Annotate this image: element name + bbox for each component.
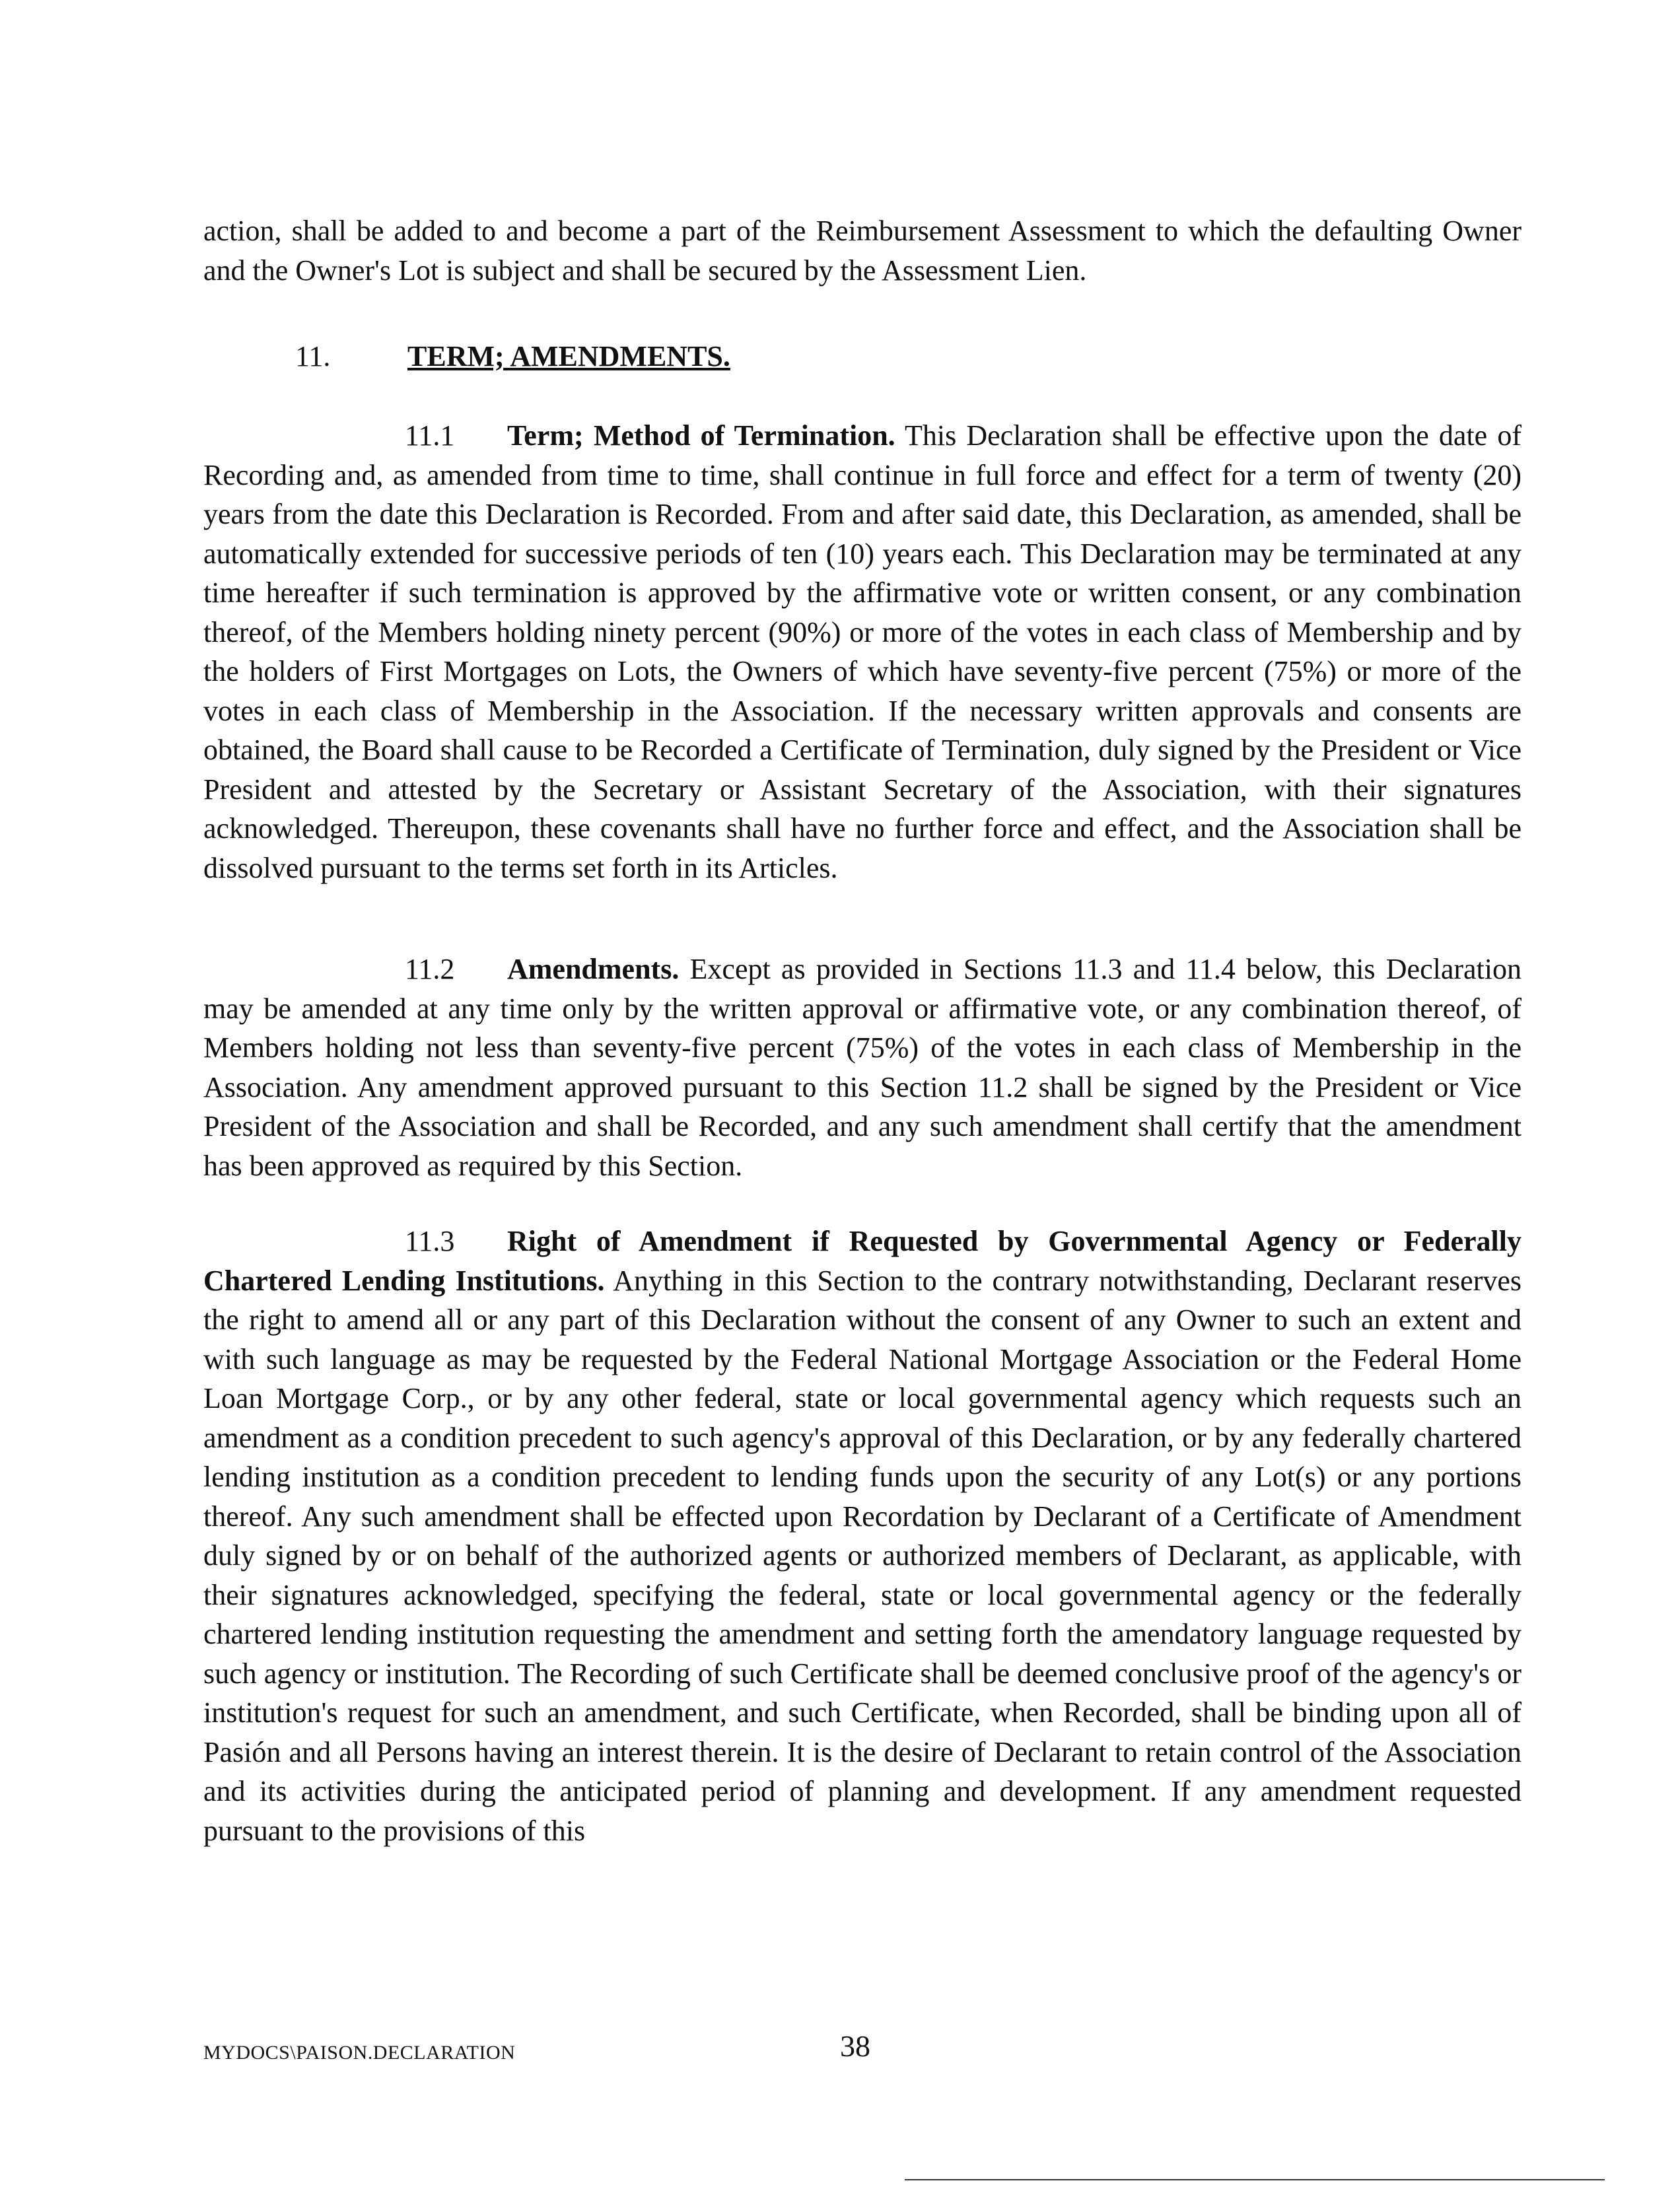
section-heading-number: 11. — [295, 340, 331, 372]
section-11-1-paragraph — [203, 416, 1522, 887]
bottom-rule-line — [905, 2179, 1605, 2180]
section-11-2-title: Amendments. — [507, 953, 680, 985]
section-11-3-paragraph — [203, 1222, 1522, 1850]
footer-doc-path: MYDOCS\PAISON.DECLARATION — [203, 2042, 516, 2064]
section-11-2-number: 11.2 — [405, 953, 455, 985]
section-11-1-number: 11.1 — [405, 419, 455, 452]
carryover-paragraph — [203, 211, 1522, 290]
footer-page-number: 38 — [840, 2029, 870, 2063]
section-11-1-title: Term; Method of Termination. — [507, 419, 895, 452]
carryover-text: action, shall be added to and become a part of the Reimbursement Assessment to which the defaulting Owner and the Owner's Lot is subject and shall be secured by the Assessment Lien. — [203, 215, 1522, 287]
section-11-2-paragraph — [203, 950, 1522, 1185]
section-11-3-body: Anything in this Section to the contrary notwithstanding, Declarant reserves the right to amend all or any part of this Declaration without the consent of any Owner to such an extent and with such language as may be requested by the Federal National Mortgage Association or the Federal Home Loan Mortgage Corp., or by any other federal, state or local governmental agency which requests such an amendment as a condition precedent to such agency's approval of this Declaration, or by any federally chartered lending institution as a condition precedent to lending funds upon the security of any Lot(s) or any portions thereof. Any such amendment shall be effected upon Recordation by Declarant of a Certificate of Amendment duly signed by or on behalf of the authorized agents or authorized members of Declarant, as applicable, with their signatures acknowledged, specifying the federal, state or local governmental agency or the federally chartered lending institution requesting the amendment and setting forth the amendatory language requested by such agency or institution. The Recording of such Certificate shall be deemed conclusive proof of the agency's or institution's request for such an amendment, and such Certificate, when Recorded, shall be binding upon all of Pasión and all Persons having an interest therein. It is the desire of Declarant to retain control of the Association and its activities during the anticipated period of planning and development. If any amendment requested pursuant to the provisions of this — [203, 1264, 1522, 1847]
section-11-3-title: Right of Amendment if Requested by Governmental Agency or Federally Chartered Lending Institutions. — [203, 1225, 1522, 1297]
section-11-3-number: 11.3 — [405, 1225, 455, 1257]
section-heading — [295, 337, 730, 376]
section-11-1-body: This Declaration shall be effective upon the date of Recording and, as amended from time to time, shall continue in full force and effect for a term of twenty (20) years from the date this Declaration is Recorded. From and after said date, this Declaration, as amended, shall be automatically extended for successive periods of ten (10) years each. This Declaration may be terminated at any time hereafter if such termination is approved by the affirmative vote or written consent, or any combination thereof, of the Members holding ninety percent (90%) or more of the votes in each class of Membership and by the holders of First Mortgages on Lots, the Owners of which have seventy-five percent (75%) or more of the votes in each class of Membership in the Association. If the necessary written approvals and consents are obtained, the Board shall cause to be Recorded a Certificate of Termination, duly signed by the President or Vice President and attested by the Secretary or Assistant Secretary of the Association, with their signatures acknowledged. Thereupon, these covenants shall have no further force and effect, and the Association shall be dissolved pursuant to the terms set forth in its Articles. — [203, 419, 1522, 884]
section-heading-title: TERM; AMENDMENTS. — [407, 340, 730, 372]
section-11-2-body: Except as provided in Sections 11.3 and 11.4 below, this Declaration may be amended at any time only by the written approval or affirmative vote, or any combination thereof, of Members holding not less than seventy-five percent (75%) of the votes in each class of Membership in the Association. Any amendment approved pursuant to this Section 11.2 shall be signed by the President or Vice President of the Association and shall be Recorded, and any such amendment shall certify that the amendment has been approved as required by this Section. — [203, 953, 1522, 1182]
